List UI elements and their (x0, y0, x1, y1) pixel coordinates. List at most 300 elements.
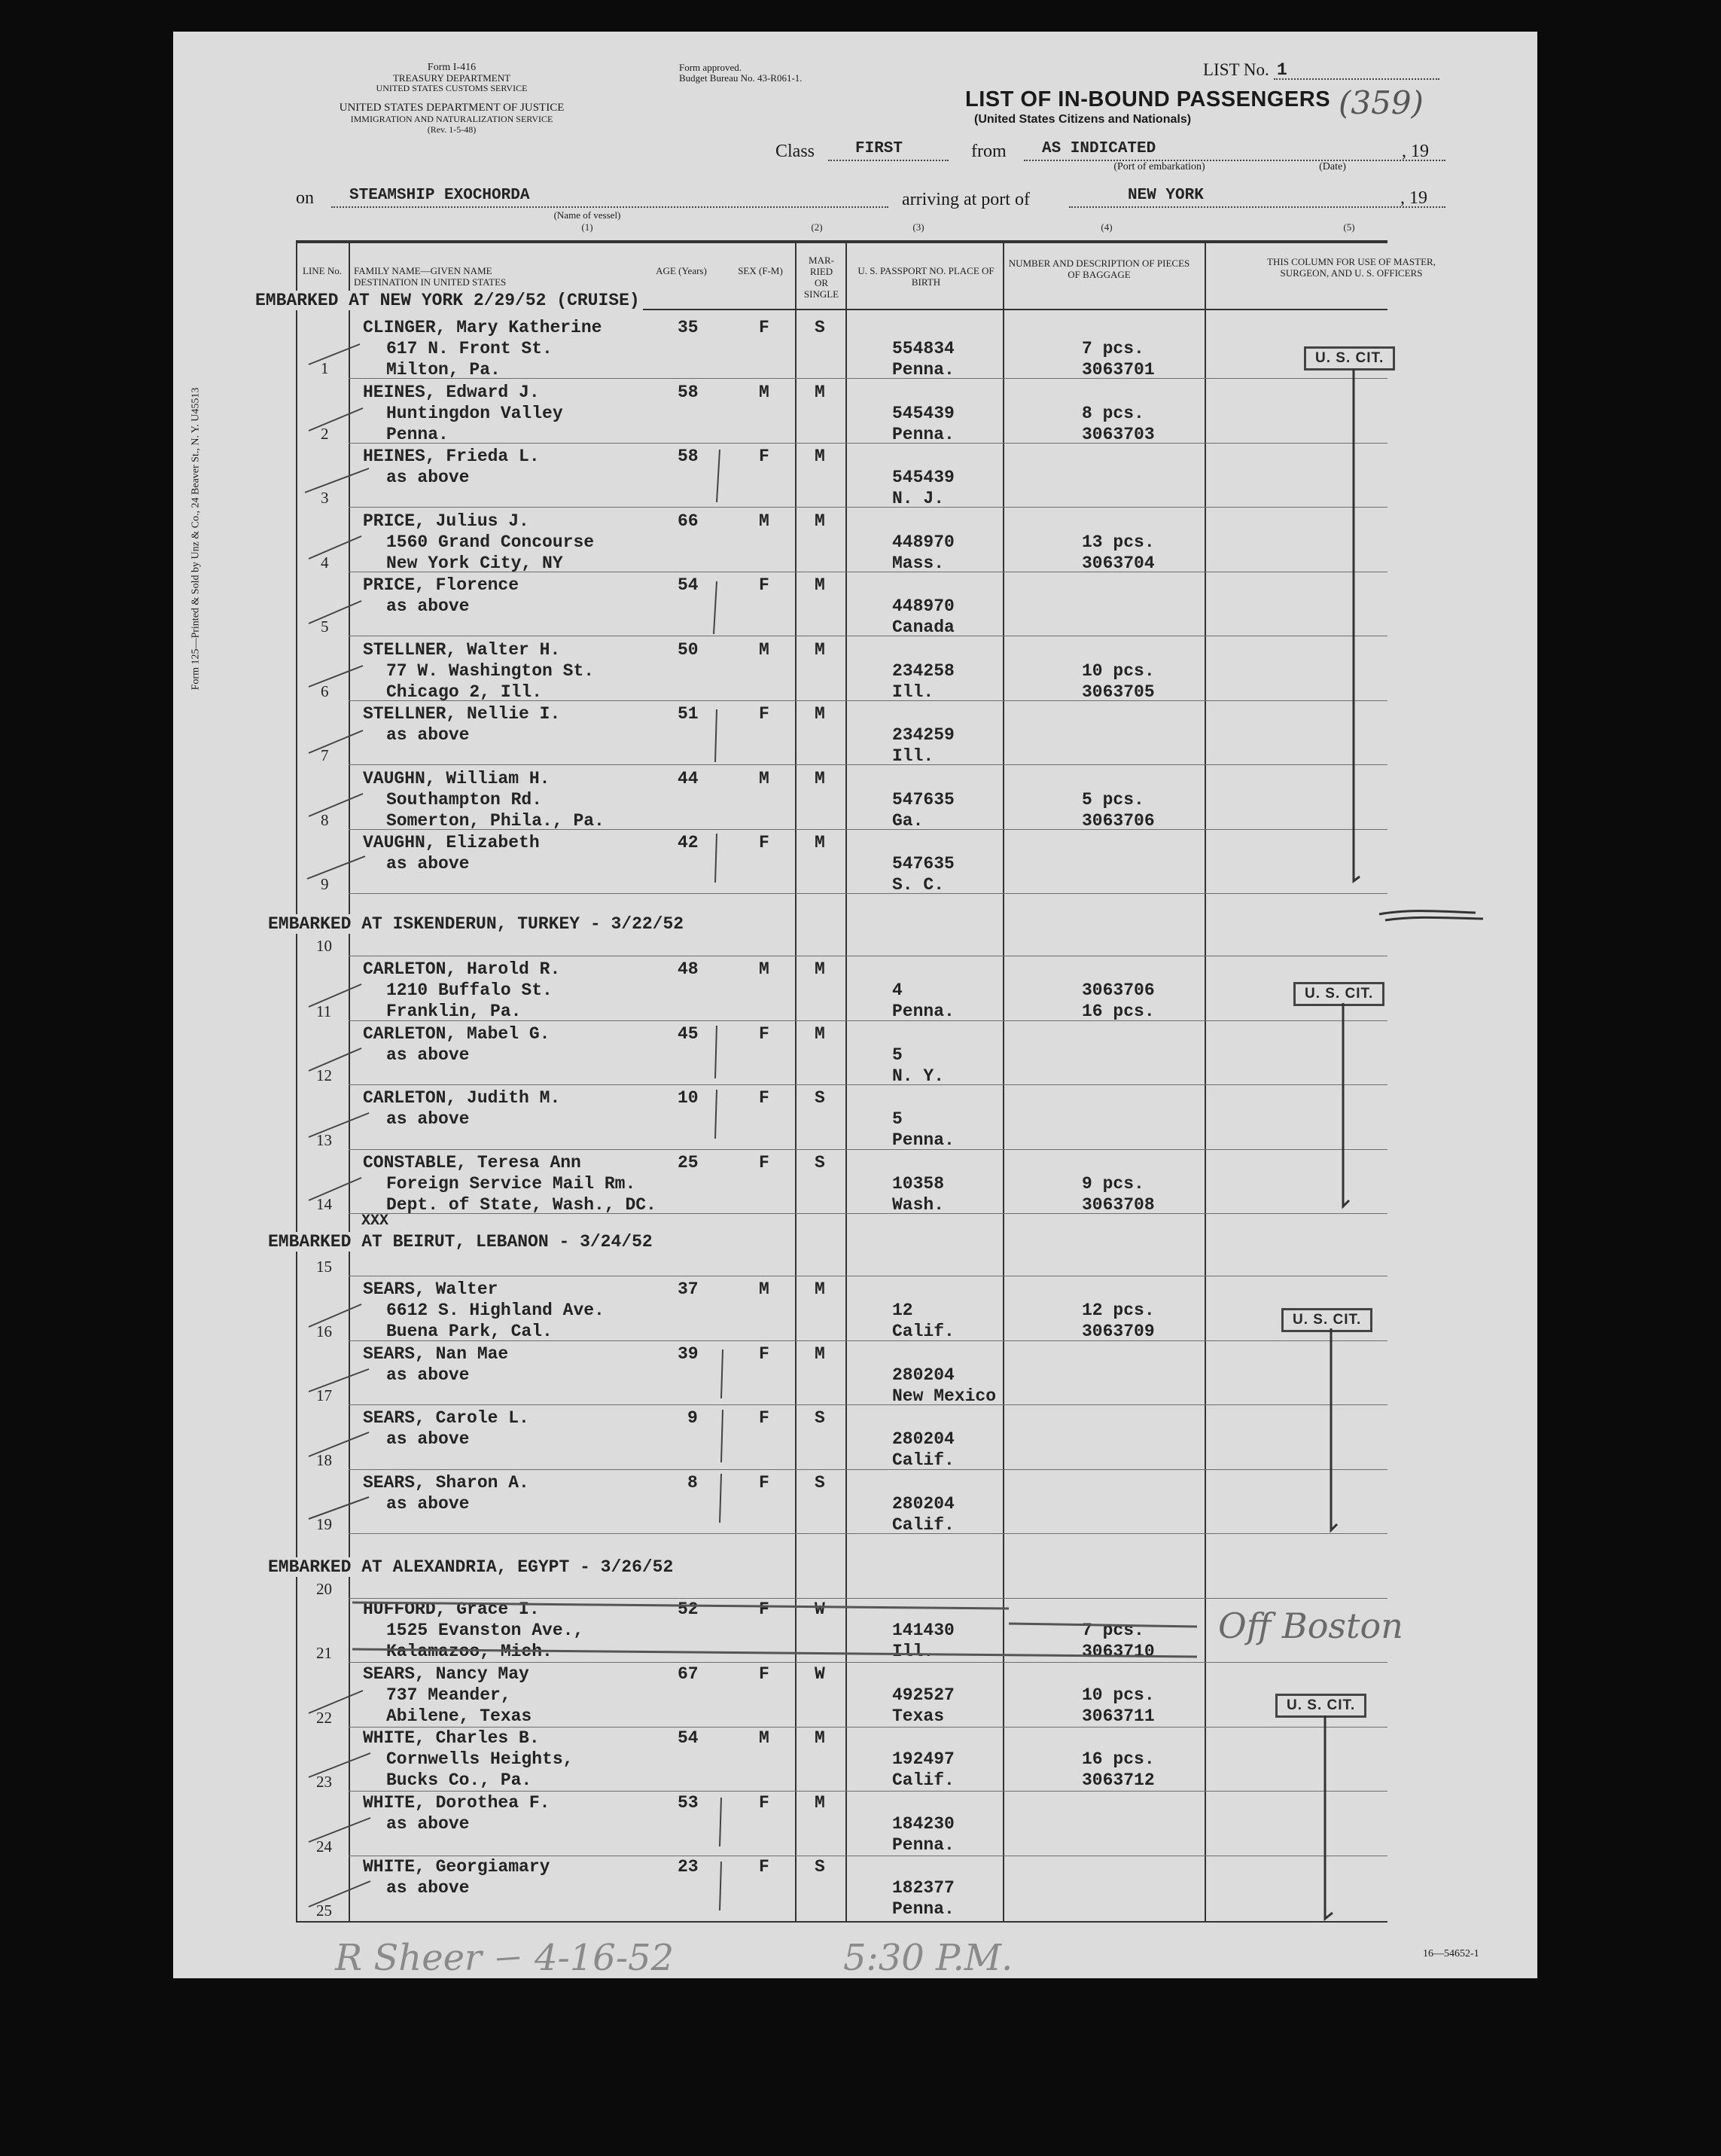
passenger-address: Southampton Rd. (386, 790, 543, 810)
pencil-line (720, 1862, 721, 1911)
passenger-address: Milton, Pa. (386, 360, 501, 380)
line-number: 23 (316, 1773, 332, 1791)
passenger-sex: F (759, 1793, 769, 1813)
baggage-count: 12 pcs. (1082, 1301, 1155, 1320)
place-of-birth: Calif. (892, 1515, 955, 1535)
place-of-birth: Penna. (892, 1002, 955, 1021)
passport-number: 448970 (892, 596, 955, 616)
passenger-marital-status: S (815, 1408, 825, 1428)
vessel-caption: (Name of vessel) (553, 209, 621, 221)
passenger-address: Kalamazoo, Mich. (386, 1642, 553, 1661)
footer-time: 5:30 P.M. (843, 1937, 1013, 1979)
passenger-marital-status: M (815, 511, 825, 531)
vessel-name: STEAMSHIP EXOCHORDA (349, 187, 530, 204)
line-number: 2 (321, 425, 329, 443)
passenger-address: as above (386, 468, 470, 487)
footer-date: 4-16-52 (535, 1937, 675, 1979)
tick-stroke (309, 1113, 369, 1137)
passenger-marital-status: S (815, 1153, 825, 1173)
budget-bureau: Budget Bureau No. 43-R061-1. (679, 72, 803, 84)
tick-stroke (309, 344, 360, 364)
passenger-age: 50 (678, 640, 699, 660)
passport-number: 4 (892, 980, 903, 1000)
passenger-address: Foreign Service Mail Rm. (386, 1174, 636, 1194)
passport-number: 5 (892, 1109, 903, 1129)
passenger-name: WHITE, Georgiamary (363, 1857, 550, 1877)
customs-service: UNITED STATES CUSTOMS SERVICE (376, 83, 528, 93)
line-number: 4 (321, 553, 329, 572)
arrival-port: NEW YORK (1128, 187, 1204, 204)
tick-stroke (309, 1432, 369, 1456)
passenger-sex: F (759, 1473, 769, 1493)
on-label: on (296, 188, 314, 208)
passenger-age: 8 (687, 1473, 698, 1493)
place-of-birth: Wash. (892, 1195, 945, 1215)
treasury-dept: TREASURY DEPARTMENT (392, 72, 511, 84)
pencil-line (717, 450, 720, 502)
passenger-address: New York City, NY (386, 553, 563, 573)
off-boston-annotation: Off Boston (1218, 1606, 1403, 1646)
tick-stroke (309, 1753, 370, 1777)
passenger-age: 39 (678, 1344, 699, 1364)
tick-stroke (307, 856, 365, 879)
passenger-age: 44 (678, 769, 699, 788)
year-2: , 19 (1400, 188, 1427, 208)
baggage-count: 5 pcs. (1082, 790, 1144, 810)
section-heading: EMBARKED AT NEW YORK 2/29/52 (CRUISE) (252, 291, 643, 310)
passport-number: 141430 (892, 1621, 955, 1640)
passenger-name: WHITE, Charles B. (363, 1728, 540, 1748)
passenger-address: Bucks Co., Pa. (386, 1770, 532, 1790)
passport-number: 547635 (892, 790, 955, 810)
place-of-birth: Penna. (892, 425, 955, 444)
double-stroke (1385, 917, 1483, 920)
passport-number: 545439 (892, 404, 955, 423)
baggage-tag: 3063705 (1082, 682, 1155, 702)
passenger-address: as above (386, 1109, 470, 1129)
place-of-birth: N. Y. (892, 1066, 945, 1086)
passenger-marital-status: S (815, 1857, 825, 1877)
pencil-line (715, 1090, 717, 1139)
line-number: 20 (316, 1580, 332, 1598)
passenger-name: HUFFORD, Grace I. (363, 1599, 540, 1619)
passenger-age: 45 (678, 1024, 699, 1044)
baggage-tag: 3063709 (1082, 1322, 1155, 1341)
passport-number: 12 (892, 1301, 913, 1320)
passenger-marital-status: M (815, 383, 825, 402)
place-of-birth: Texas (892, 1706, 945, 1726)
place-of-birth: Calif. (892, 1770, 955, 1790)
passenger-sex: F (759, 1153, 769, 1173)
footer-signature: R Sheer (335, 1937, 482, 1979)
passenger-name: CARLETON, Judith M. (363, 1088, 561, 1108)
printer-imprint: Form 125—Printed & Sold by Unz & Co., 24 Beaver St., N. Y. U45513 (190, 387, 202, 691)
passenger-name: VAUGHN, Elizabeth (363, 833, 540, 852)
pencil-line (720, 1474, 721, 1523)
line-number: 8 (321, 811, 329, 829)
tick-stroke (309, 1048, 361, 1071)
passenger-sex: M (759, 959, 769, 979)
passenger-sex: M (759, 1279, 769, 1299)
passenger-name: STELLNER, Walter H. (363, 640, 561, 660)
pencil-line (720, 1798, 721, 1846)
passenger-name: STELLNER, Nellie I. (363, 704, 561, 724)
pencil-line (721, 1349, 723, 1398)
passenger-age: 67 (678, 1664, 699, 1684)
passport-number: 554834 (892, 339, 955, 358)
passenger-address: as above (386, 596, 470, 616)
form-subtitle: (United States Citizens and Nationals) (974, 113, 1192, 126)
passenger-sex: F (759, 1024, 769, 1044)
passenger-address: as above (386, 1045, 470, 1065)
place-of-birth: Penna. (892, 1130, 955, 1150)
line-number: 11 (316, 1002, 332, 1020)
passenger-marital-status: M (815, 959, 825, 979)
section-heading: EMBARKED AT BEIRUT, LEBANON - 3/24/52 (265, 1232, 656, 1252)
place-of-birth: Ill. (892, 682, 934, 702)
tick-stroke (309, 666, 363, 687)
passenger-marital-status: M (815, 1279, 825, 1299)
handwritten-list-number: (359) (1339, 84, 1424, 121)
passenger-age: 52 (678, 1599, 699, 1619)
line-number: 17 (316, 1386, 332, 1404)
col-num-3: (3) (912, 221, 924, 233)
baggage-tag: 3063711 (1082, 1706, 1155, 1726)
passport-number: 492527 (892, 1685, 955, 1705)
passenger-marital-status: M (815, 1728, 825, 1748)
passenger-address: Chicago 2, Ill. (386, 682, 543, 702)
baggage-count: 8 pcs. (1082, 404, 1144, 423)
passenger-marital-status: W (815, 1664, 825, 1684)
passport-number: 448970 (892, 532, 955, 552)
place-of-birth: Penna. (892, 360, 955, 380)
arriving-label: arriving at port of (902, 190, 1030, 209)
baggage-tag: 3063712 (1082, 1770, 1155, 1790)
baggage-tag: 3063706 (1082, 811, 1155, 831)
header-name: FAMILY NAME—GIVEN NAME DESTINATION IN UNITED STATES (354, 265, 507, 288)
form-approved: Form approved. (679, 62, 742, 73)
passenger-sex: F (759, 1088, 769, 1108)
line-number: 15 (316, 1258, 332, 1276)
passenger-address: 77 W. Washington St. (386, 661, 595, 681)
justice-dept: UNITED STATES DEPARTMENT OF JUSTICE (339, 102, 565, 114)
passenger-sex: F (759, 704, 769, 724)
passenger-age: 25 (678, 1153, 699, 1173)
header-passport: U. S. PASSPORT NO. PLACE OF BIRTH (857, 265, 995, 288)
form-title: LIST OF IN-BOUND PASSENGERS (965, 87, 1331, 111)
passport-number: 280204 (892, 1365, 955, 1385)
passenger-sex: M (759, 640, 769, 660)
line-number: 25 (316, 1901, 332, 1920)
line-number: 14 (316, 1195, 332, 1213)
passenger-sex: F (759, 1408, 769, 1428)
baggage-count: 7 pcs. (1082, 339, 1144, 358)
line-number: 1 (321, 359, 329, 377)
passenger-address: Buena Park, Cal. (386, 1322, 553, 1341)
line-number: 9 (321, 875, 329, 893)
line-number: 10 (316, 937, 332, 955)
col-num-4: (4) (1101, 221, 1113, 233)
passenger-marital-status: M (815, 833, 825, 852)
tick-stroke (309, 1369, 369, 1392)
passenger-sex: F (759, 1344, 769, 1364)
baggage-count: 16 pcs. (1082, 1002, 1155, 1021)
revision: (Rev. 1-5-48) (427, 124, 477, 135)
passenger-name: HEINES, Frieda L. (363, 447, 540, 466)
tick-stroke (305, 468, 369, 492)
pencil-line (714, 581, 717, 634)
passport-number: 184230 (892, 1814, 955, 1834)
passenger-address: Franklin, Pa. (386, 1002, 522, 1021)
passenger-marital-status: S (815, 1088, 825, 1108)
passenger-marital-status: M (815, 447, 825, 466)
baggage-tag: 3063708 (1082, 1195, 1155, 1215)
place-of-birth: S. C. (892, 875, 945, 895)
passenger-address: Dept. of State, Wash., DC. (386, 1195, 656, 1215)
passenger-name: VAUGHN, William H. (363, 769, 550, 788)
passenger-age: 10 (678, 1088, 699, 1108)
tick-stroke (309, 1881, 370, 1907)
passenger-marital-status: S (815, 318, 825, 337)
manifest-page (173, 32, 1537, 1978)
place-of-birth: N. J. (892, 489, 945, 508)
passenger-address: as above (386, 1365, 470, 1385)
line-number: 6 (321, 682, 329, 700)
baggage-count: 13 pcs. (1082, 532, 1155, 552)
header-line-no: LINE No. (303, 265, 342, 276)
passenger-marital-status: M (815, 575, 825, 595)
passenger-address: Huntingdon Valley (386, 404, 563, 423)
passenger-address: Penna. (386, 425, 449, 444)
passport-number: 182377 (892, 1878, 955, 1898)
baggage-tag: 3063710 (1082, 1642, 1155, 1661)
passenger-address: Somerton, Phila., Pa. (386, 811, 605, 831)
passenger-address: Abilene, Texas (386, 1706, 532, 1726)
place-of-birth: Calif. (892, 1322, 955, 1341)
passenger-address: 1210 Buffalo St. (386, 980, 553, 1000)
line-number: 16 (316, 1322, 332, 1340)
passport-number: 234259 (892, 725, 955, 745)
passenger-marital-status: S (815, 1473, 825, 1493)
line-number: 22 (316, 1709, 332, 1727)
place-of-birth: Canada (892, 618, 955, 637)
year-1: , 19 (1402, 142, 1429, 161)
passenger-sex: M (759, 383, 769, 402)
place-of-birth: Ga. (892, 811, 924, 831)
passport-number: 547635 (892, 854, 955, 874)
header-officers: THIS COLUMN FOR USE OF MASTER, SURGEON, AND U. S. OFFICERS (1267, 256, 1436, 279)
from-label: from (971, 142, 1007, 161)
tick-stroke (309, 984, 361, 1007)
baggage-count: 16 pcs. (1082, 1749, 1155, 1769)
tick-stroke (309, 408, 363, 431)
passenger-sex: F (759, 1664, 769, 1684)
passenger-sex: M (759, 511, 769, 531)
baggage-tag: 3063704 (1082, 553, 1155, 573)
tick-stroke (309, 1304, 361, 1327)
passenger-marital-status: M (815, 1024, 825, 1044)
bracket-line (1325, 1715, 1333, 1919)
bracket-line (1343, 1003, 1349, 1206)
passenger-age: 35 (678, 318, 699, 337)
strike-through (352, 1649, 1197, 1657)
passenger-sex: F (759, 318, 769, 337)
passenger-age: 54 (678, 1728, 699, 1748)
pencil-line (715, 834, 717, 883)
baggage-count: 9 pcs. (1082, 1174, 1144, 1194)
passport-number: 10358 (892, 1174, 945, 1194)
col-num-1: (1) (581, 221, 593, 233)
strikeout-mark: XXX (361, 1212, 389, 1230)
place-of-birth: Penna. (892, 1835, 955, 1855)
strike-through (1009, 1624, 1197, 1627)
class-label: Class (775, 142, 815, 161)
line-number: 18 (316, 1451, 332, 1469)
us-citizen-stamp: U. S. CIT. (1304, 346, 1395, 371)
passport-number: 234258 (892, 661, 955, 681)
from-value: AS INDICATED (1042, 140, 1156, 157)
passenger-name: SEARS, Nancy May (363, 1664, 529, 1684)
passenger-name: CARLETON, Harold R. (363, 959, 561, 979)
passenger-address: as above (386, 1494, 470, 1514)
strike-through (352, 1603, 1009, 1609)
passport-number: 280204 (892, 1429, 955, 1449)
passenger-address: 6612 S. Highland Ave. (386, 1301, 605, 1320)
passenger-address: Cornwells Heights, (386, 1749, 574, 1769)
passport-number: 545439 (892, 468, 955, 487)
passenger-age: 53 (678, 1793, 699, 1813)
us-citizen-stamp: U. S. CIT. (1275, 1694, 1366, 1718)
passenger-age: 48 (678, 959, 699, 979)
passenger-address: as above (386, 725, 470, 745)
passenger-sex: F (759, 833, 769, 852)
line-number: 5 (321, 618, 329, 636)
port-embarkation-caption: (Port of embarkation) (1113, 161, 1205, 172)
passenger-age: 9 (687, 1408, 698, 1428)
line-number: 3 (321, 489, 329, 507)
line-number: 12 (316, 1066, 332, 1084)
tick-stroke (309, 536, 361, 559)
passenger-sex: F (759, 1599, 769, 1619)
pencil-line (715, 1026, 717, 1078)
passenger-sex: F (759, 1857, 769, 1877)
place-of-birth: Calif. (892, 1450, 955, 1470)
tick-stroke (309, 1178, 361, 1200)
passenger-name: CONSTABLE, Teresa Ann (363, 1153, 581, 1173)
header-age: AGE (Years) (656, 265, 707, 276)
class-value: FIRST (855, 140, 903, 157)
passenger-address: 617 N. Front St. (386, 339, 553, 358)
passenger-age: 66 (678, 511, 699, 531)
passenger-address: as above (386, 854, 470, 874)
passenger-name: SEARS, Carole L. (363, 1408, 529, 1428)
header-sex: SEX (F-M) (738, 265, 783, 276)
double-stroke (1379, 911, 1476, 914)
tick-stroke (309, 730, 363, 753)
passenger-name: CARLETON, Mabel G. (363, 1024, 550, 1044)
passenger-name: PRICE, Julius J. (363, 511, 529, 531)
passenger-name: WHITE, Dorothea F. (363, 1793, 550, 1813)
header-baggage: NUMBER AND DESCRIPTION OF PIECES OF BAGGAGE (1008, 258, 1190, 280)
passenger-marital-status: M (815, 1793, 825, 1813)
place-of-birth: New Mexico (892, 1386, 997, 1406)
line-number: 7 (321, 746, 329, 764)
col-num-5: (5) (1343, 221, 1355, 233)
baggage-count: 10 pcs. (1082, 661, 1155, 681)
place-of-birth: Penna. (892, 1899, 955, 1919)
passenger-sex: F (759, 447, 769, 466)
passenger-age: 23 (678, 1857, 699, 1877)
passenger-name: PRICE, Florence (363, 575, 519, 595)
passenger-address: 1525 Evanston Ave., (386, 1621, 584, 1640)
passenger-name: SEARS, Sharon A. (363, 1473, 529, 1493)
passport-number: 192497 (892, 1749, 955, 1769)
tick-stroke (309, 1497, 369, 1519)
passenger-age: 51 (678, 704, 699, 724)
passenger-name: SEARS, Walter (363, 1279, 498, 1299)
passenger-sex: M (759, 1728, 769, 1748)
passenger-address: as above (386, 1429, 470, 1449)
baggage-count: 10 pcs. (1082, 1685, 1155, 1705)
date-caption: (Date) (1319, 161, 1346, 172)
passenger-name: HEINES, Edward J. (363, 383, 540, 402)
passenger-address: 1560 Grand Concourse (386, 532, 595, 552)
pencil-line (715, 709, 717, 762)
passenger-marital-status: M (815, 704, 825, 724)
passenger-sex: F (759, 575, 769, 595)
line-number: 13 (316, 1131, 332, 1149)
baggage-tag: 3063706 (1082, 980, 1155, 1000)
list-number: 1 (1277, 60, 1287, 80)
line-number: 24 (316, 1837, 332, 1856)
passenger-marital-status: M (815, 1344, 825, 1364)
passenger-name: SEARS, Nan Mae (363, 1344, 509, 1364)
line-number: 19 (316, 1515, 332, 1533)
bracket-line (1354, 369, 1360, 881)
passenger-age: 58 (678, 383, 699, 402)
list-label: LIST No. (1203, 60, 1269, 79)
tick-stroke (309, 601, 361, 624)
section-heading: EMBARKED AT ALEXANDRIA, EGYPT - 3/26/52 (265, 1557, 676, 1577)
footer-code: 16—54652-1 (1423, 1948, 1479, 1959)
passenger-sex: M (759, 769, 769, 788)
us-citizen-stamp: U. S. CIT. (1281, 1308, 1372, 1332)
header-married: MAR- RIED OR SINGLE (803, 255, 839, 300)
tick-stroke (309, 1691, 363, 1713)
footer-stroke (497, 1958, 519, 1959)
col-num-2: (2) (811, 221, 823, 233)
tick-stroke (309, 794, 363, 816)
baggage-tag: 3063703 (1082, 425, 1155, 444)
passenger-marital-status: W (815, 1599, 825, 1619)
baggage-count: 7 pcs. (1082, 1621, 1144, 1640)
place-of-birth: Ill. (892, 746, 934, 766)
passenger-marital-status: M (815, 769, 825, 788)
passenger-name: CLINGER, Mary Katherine (363, 318, 602, 337)
tick-stroke (309, 1818, 370, 1842)
line-number: 21 (316, 1644, 332, 1662)
bracket-line (1331, 1328, 1337, 1530)
ins-name: IMMIGRATION AND NATURALIZATION SERVICE (350, 114, 553, 124)
place-of-birth: Mass. (892, 553, 945, 573)
passenger-age: 37 (678, 1279, 699, 1299)
place-of-birth: Ill. (892, 1642, 934, 1661)
passenger-marital-status: M (815, 640, 825, 660)
us-citizen-stamp: U. S. CIT. (1293, 982, 1384, 1006)
passport-number: 280204 (892, 1494, 955, 1514)
passenger-address: 737 Meander, (386, 1685, 511, 1705)
passenger-age: 58 (678, 447, 699, 466)
